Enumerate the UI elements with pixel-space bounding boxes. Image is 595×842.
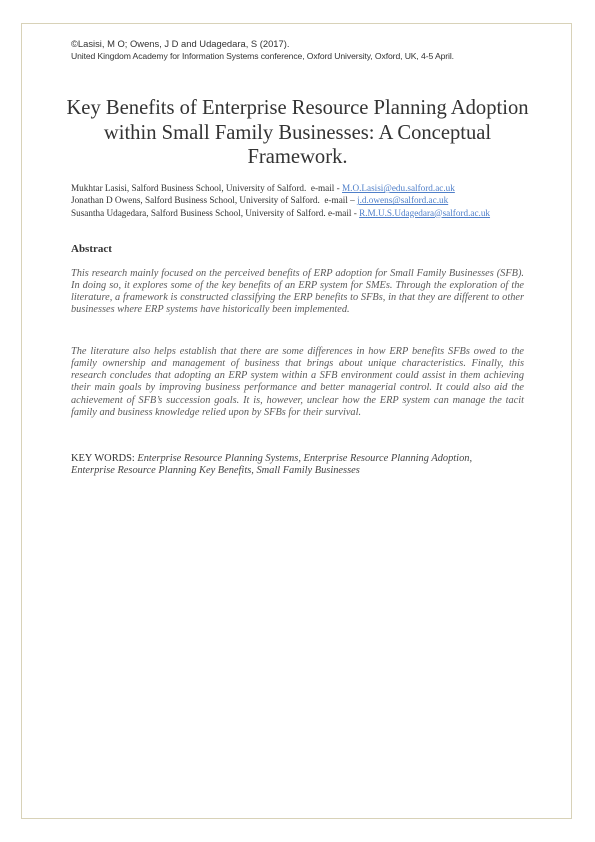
keywords-text: Enterprise Resource Planning Systems, Enterprise Resource Planning Adoption, Enterprise Resource Planning Key Benefits, Small Family Businesses [71, 453, 473, 477]
author-email-link[interactable]: j.d.owens@salford.ac.uk [357, 195, 449, 206]
author-affiliation: Salford Business School, University of Salford. [150, 207, 326, 218]
author-email-link[interactable]: R.M.U.S.Udagedara@salford.ac.uk [359, 207, 491, 218]
email-label: e-mail – [319, 195, 358, 206]
author-name: Jonathan D Owens, [71, 195, 145, 206]
abstract-paragraph: This research mainly focused on the perceived benefits of ERP adoption for Small Family Businesses (SFB). In doing so, it explores some of the key benefits of an ERP system for SMEs. Through the exploration of the literature, a framework is constructed classifying the ERP benefits to SFBs, in that they are different to other businesses where ERP systems have historically been implemented. [71, 268, 524, 316]
keywords [71, 453, 511, 478]
email-label: e-mail - [325, 207, 360, 218]
author-name: Mukhtar Lasisi, [71, 183, 132, 193]
paper-title: Key Benefits of Enterprise Resource Planning Adoption within Small Family Businesses: A Conceptual Framework. [66, 97, 529, 168]
abstract-heading: Abstract [71, 243, 112, 255]
abstract-paragraph: The literature also helps establish that there are some differences in how ERP benefits SFBs owed to the family ownership and management of business that brings about unique characteristics. Finally, this research concludes that adopting an ERP system within a SFB environment could assist in them achieving their main goals by improving business performance and better managerial control. It could also aid the achievement of SFB’s succession goals. It is, however, unclear how the ERP system can manage the tacit family and business knowledge relied upon by SFBs for their survival. [71, 346, 524, 418]
author-affiliation: Salford Business School, University of Salford. [131, 183, 307, 193]
author-affiliation: Salford Business School, University of Salford. [145, 195, 320, 206]
keywords-label: KEY WORDS: [71, 453, 138, 464]
author-line [71, 182, 541, 194]
copyright-line: ©Lasisi, M O; Owens, J D and Udagedara, S (2017). [71, 38, 290, 49]
conference-line: United Kingdom Academy for Information Systems conference, Oxford University, Oxford, UK, 4-5 April. [71, 51, 454, 61]
page-header [71, 37, 541, 63]
author-list [71, 182, 541, 219]
author-line [71, 194, 541, 206]
author-email-link[interactable]: M.O.Lasisi@edu.salford.ac.uk [342, 183, 455, 193]
author-name: Susantha Udagedara, [71, 207, 151, 218]
email-label: e-mail - [306, 183, 343, 193]
author-line [71, 207, 541, 219]
